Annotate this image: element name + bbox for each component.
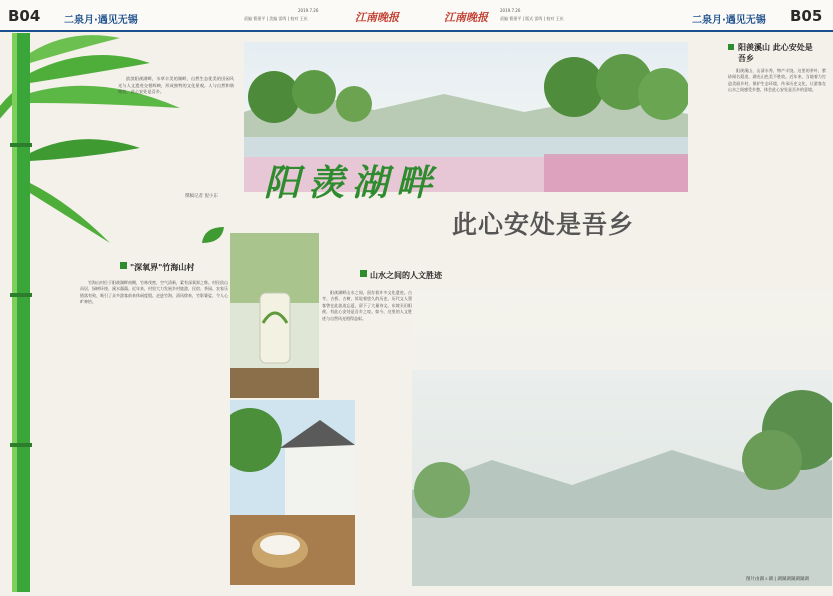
leaf-icon [200,225,226,251]
right-section-heading: 阳羡溪山 此心安处是吾乡 [738,43,813,63]
left-section-marker [120,262,127,269]
page-header [0,0,833,31]
right-meta: 责编 曹建平 | 版式 雷鸣 | 校对 王庆 [500,16,564,21]
left-section-heading: "深氧界"竹海山村 [130,263,195,272]
right-page-number: B05 [790,7,823,25]
intro-text: 滨滨阳羡湖畔，水草丰美的湖畔，自然生态优美的田园风光与人文遗迹交相辉映，形成独特的文化景观。人与自然和谐相处，此心安处是吾乡。 [118,76,234,95]
left-page-number: B04 [8,7,41,25]
left-brand-logo: 江南晚报 [355,11,399,24]
left-meta: 责编 曹建平 | 美编 雷鸣 | 校对 王庆 [244,16,308,21]
middle-body-text: 阳羡湖畔山水之间，留存着许多文化遗迹。古寺、古桥、古树，诉说着悠久的历史。历代文人墨客曾在此流连忘返，留下了大量诗文。东坡买田阳羡，有此心安处是吾乡之叹。如今，这里的人文胜迹与自然风光相得益彰。 [322,290,412,321]
right-section-marker [728,44,734,50]
left-date: 2019.7.26 [298,8,319,13]
right-brand-logo: 江南晚报 [444,11,488,24]
headline-subtitle: 此心安处是吾乡 [452,210,635,239]
photo-credit: 图片由湖ㄨ湖 | 湖湖湖湖湖湖湖 [746,577,809,582]
middle-section-heading: 山水之间的人文胜迹 [370,271,442,280]
right-date: 2019.7.26 [500,8,521,13]
left-section-title: 二泉月·遇见无锡 [64,15,138,26]
headline-title: 阳羡湖畔 [264,162,441,204]
intro-byline: 撰稿记者 倪小东 [185,194,218,199]
right-body-text: 阳羡溪山，山清水秀，物产丰饶。这里的茶叶、紫砂闻名遐迩，湖光山色美不胜收。近年来，当地着力打造美丽乡村，保护生态环境，传承历史文化，让游客在山水之间感受乡愁，体会此心安处是吾乡的意境。 [728,68,826,93]
tea-photo [230,233,319,398]
header-divider [0,30,833,32]
middle-section-marker [360,270,367,277]
right-section-title: 二泉月·遇见无锡 [692,15,766,26]
left-body-text: 竹海山村位于阳羡湖畔南侧，竹林茂密，空气清新，素有深氧界之称。村民依山而居，绿树环绕，溪水潺潺。近年来，村里大力发展乡村旅游，民宿、茶园、农家乐错落有致，吸引了众多游客前来休闲度假。走进竹海，清风徐来，竹影婆娑，令人心旷神怡。 [80,280,228,305]
